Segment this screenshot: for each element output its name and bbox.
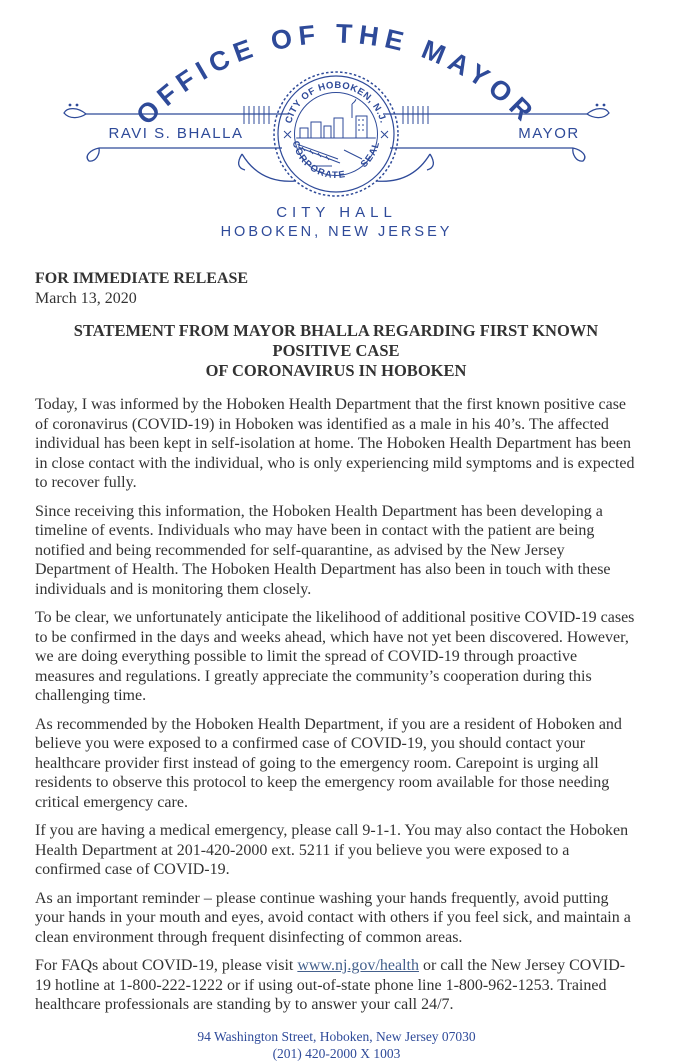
- nj-health-link[interactable]: www.nj.gov/health: [297, 957, 419, 974]
- faq-text-after: or call the New Jersey COVID-19 hotline at 1-800-222-1222 or if using out-of-state phone line 1-800-962-1253. Trained healthcare professionals are standing by to answer your call 24/7.: [35, 957, 626, 1013]
- paragraph-first-case: Today, I was informed by the Hoboken Health Department that the first known positive case of coronavirus (COVID-19) in Hoboken was identified as a male in his 40’s. The affected individual has been kept in self-isolation at home. The Hoboken Health Department has been in close contact with the individual, who is only experiencing mild symptoms and is expected to recover fully.: [35, 396, 635, 491]
- faq-text-before: For FAQs about COVID-19, please visit: [35, 957, 298, 974]
- release-title-line2: OF CORONAVIRUS IN HOBOKEN: [205, 361, 467, 380]
- footer-address: 94 Washington Street, Hoboken, New Jersey 07030: [197, 1028, 476, 1044]
- city-state-line: HOBOKEN, NEW JERSEY: [220, 224, 453, 240]
- left-flourish: [64, 104, 296, 182]
- release-date: March 13, 2020: [35, 289, 137, 307]
- paragraph-anticipate-cases: To be clear, we unfortunately anticipate the likelihood of additional positive COVID-19 cases to be confirmed in the days and weeks ahead, which have not yet been discovered. However, we are doing everything possible to limit the spread of COVID-19 through proactive measures and regulations. I greatly appreciate the community’s cooperation during this challenging time.: [35, 609, 635, 704]
- press-release-page: [0, 14, 673, 1061]
- footer: [0, 1028, 673, 1063]
- corporate-seal: [274, 72, 398, 196]
- release-body: [0, 269, 673, 1015]
- arch-title: OFFICE OF THE MAYOR: [130, 18, 543, 131]
- seal-bottom-text: CORPORATE SEAL: [289, 139, 383, 182]
- letterhead-address: [0, 204, 673, 240]
- paragraph-healthcare-provider: As recommended by the Hoboken Health Department, if you are a resident of Hoboken and believe you were exposed to a confirmed case of COVID-19, you should contact your healthcare provider first instead of going to the emergency room. Carepoint is urging all residents to observe this protocol to keep the emergency room available for those needing critical emergency care.: [35, 715, 622, 811]
- official-title: MAYOR: [518, 125, 580, 142]
- paragraph-timeline: Since receiving this information, the Hoboken Health Department has been developing a timeline of events. Individuals who may have been in contact with the patient are being notified and being recommended for self-quarantine, as advised by the New Jersey Department of Health. The Hoboken Health Department has also been in touch with these individuals and is monitoring them closely.: [35, 502, 611, 598]
- release-title-line1: STATEMENT FROM MAYOR BHALLA REGARDING FIRST KNOWN POSITIVE CASE: [73, 321, 599, 360]
- paragraph-emergency-contact: If you are having a medical emergency, please call 9-1-1. You may also contact the Hoboken Health Department at 201-420-2000 ext. 5211 if you believe you were exposed to a confirmed case of COVID-19.: [35, 822, 629, 878]
- paragraph-faq: [35, 956, 637, 1015]
- paragraph-reminder: As an important reminder – please continue washing your hands frequently, avoid putting your hands in your mouth and eyes, avoid contact with others if you feel sick, and maintain a clean environment through frequent disinfecting of common areas.: [35, 889, 631, 946]
- right-flourish: [376, 104, 609, 182]
- release-tag: FOR IMMEDIATE RELEASE: [35, 270, 249, 287]
- seal-top-text: CITY OF HOBOKEN, N.J.: [283, 79, 389, 125]
- footer-phone: (201) 420-2000 X 1003: [272, 1046, 401, 1061]
- official-name: RAVI S. BHALLA: [108, 125, 244, 142]
- letterhead-crest: [0, 14, 673, 204]
- city-hall-line: CITY HALL: [276, 204, 397, 221]
- letterhead: [0, 14, 673, 240]
- release-title: [35, 321, 637, 381]
